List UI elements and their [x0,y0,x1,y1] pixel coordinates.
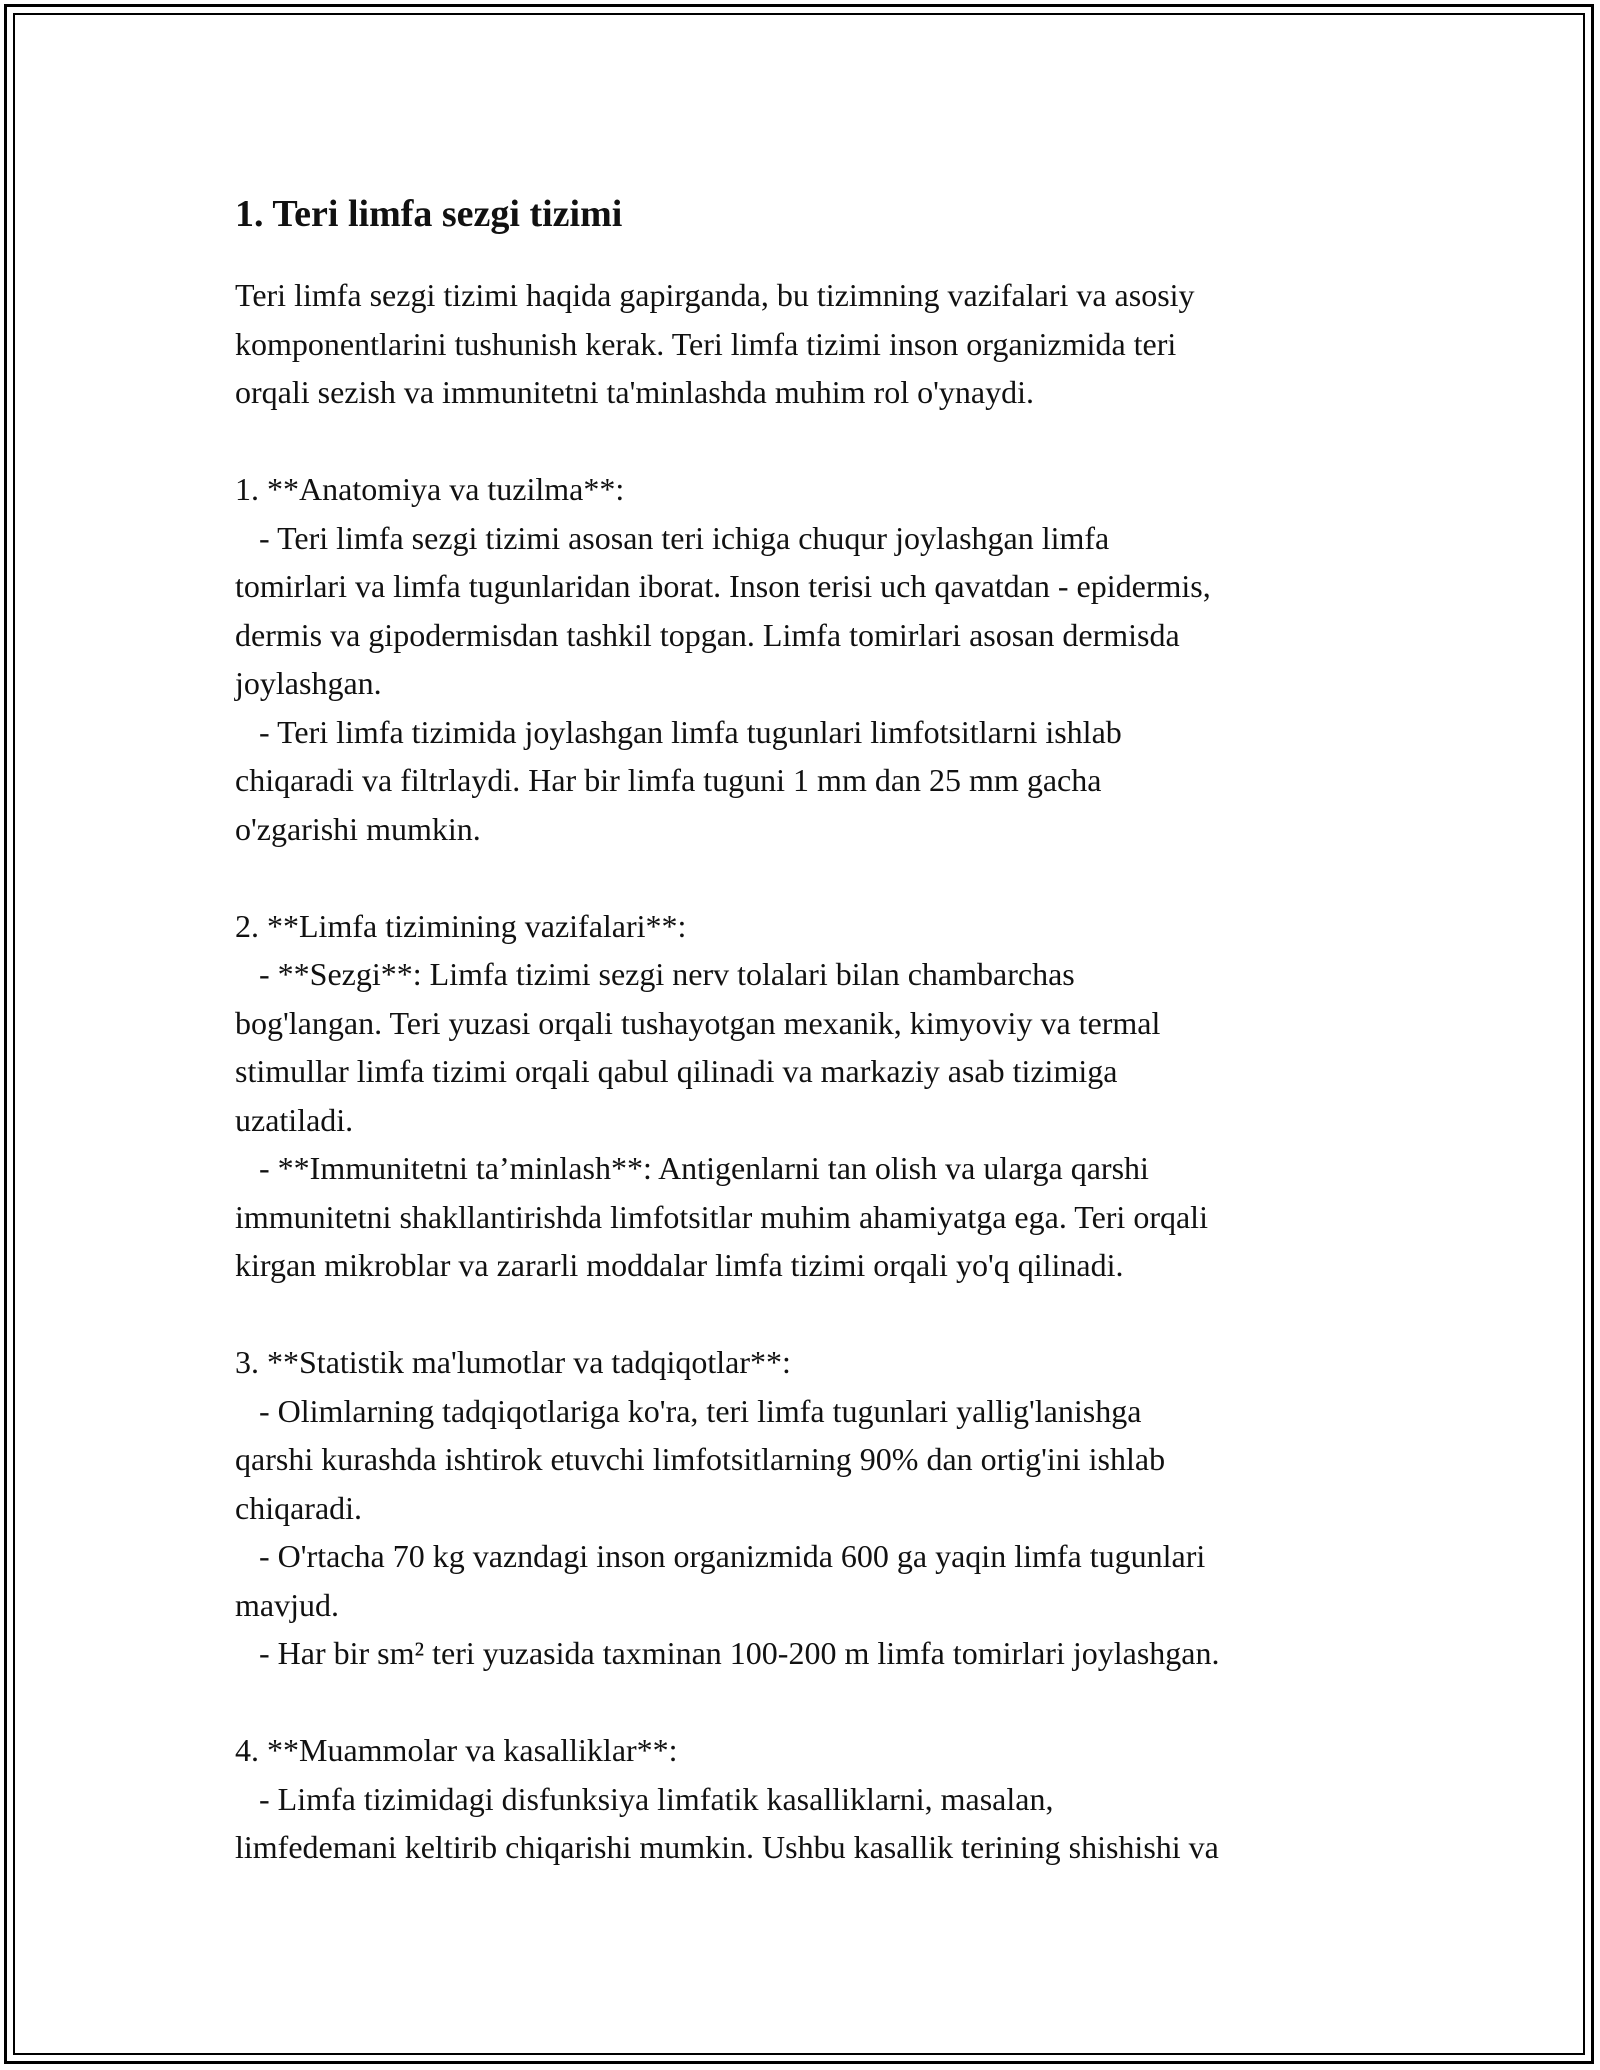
intro-paragraph: Teri limfa sezgi tizimi haqida gapirganda, bu tizimning vazifalari va asosiy komponentlarini tushunish kerak. Teri limfa tizimi inson organizmida teri orqali sezish va immunitetni ta'minlashda muhim rol o'ynaydi. [235,277,1195,410]
list-item: - Limfa tizimidagi disfunksiya limfatik kasalliklarni, masalan, limfedemani keltirib chiqarishi mumkin. Ushbu kasallik terining shishishi va [235,1780,1219,1865]
section-diseases [235,1726,1395,1872]
section-heading: 2. **Limfa tizimining vazifalari**: [235,907,687,944]
section-heading: 4. **Muammolar va kasalliklar**: [235,1732,678,1768]
list-item: - O'rtacha 70 kg vazndagi inson organizmida 600 ga yaqin limfa tugunlari mavjud. [235,1538,1206,1623]
section-functions [235,902,1395,1290]
section-heading: 1. **Anatomiya va tuzilma**: [235,471,625,507]
spacer [235,1678,1395,1727]
list-item: - Teri limfa sezgi tizimi asosan teri ichiga chuqur joylashgan limfa tomirlari va limfa tugunlaridan iborat. Inson terisi uch qavatdan - epidermis, dermis va gipodermisdan tashkil topgan. Limfa tomirlari asosan dermisda joylashgan. [235,519,1211,701]
list-item: - Olimlarning tadqiqotlariga ko'ra, teri limfa tugunlari yallig'lanishga qarshi kurashda ishtirok etuvchi limfotsitlarning 90% dan ortig'ini ishlab chiqaradi. [235,1392,1166,1526]
section-heading: 3. **Statistik ma'lumotlar va tadqiqotlar**: [235,1344,791,1380]
document-body [235,187,1395,1872]
list-item: - **Sezgi**: Limfa tizimi sezgi nerv tolalari bilan chambarchas bog'langan. Teri yuzasi orqali tushayotgan mexanik, kimyoviy va termal stimullar limfa tizimi orqali qabul qilinadi va markaziy asab tizimiga uzatiladi. [235,956,1161,1138]
document-title: 1. Teri limfa sezgi tizimi [235,193,623,235]
section-statistics [235,1338,1395,1678]
spacer [235,1290,1395,1339]
list-item: - Har bir sm² teri yuzasida taxminan 100-200 m limfa tomirlari joylashgan. [235,1635,1220,1671]
spacer [235,417,1395,466]
list-item: - Teri limfa tizimida joylashgan limfa tugunlari limfotsitlarni ishlab chiqaradi va filtrlaydi. Har bir limfa tuguni 1 mm dan 25 mm gacha o'zgarishi mumkin. [235,713,1122,847]
spacer [235,853,1395,902]
section-anatomy [235,465,1395,853]
list-item: - **Immunitetni ta’minlash**: Antigenlarni tan olish va ularga qarshi immunitetni shakllantirishda limfotsitlar muhim ahamiyatga ega. Teri orqali kirgan mikroblar va zararli moddalar limfa tizimi orqali yo'q qilinadi. [235,1150,1208,1283]
